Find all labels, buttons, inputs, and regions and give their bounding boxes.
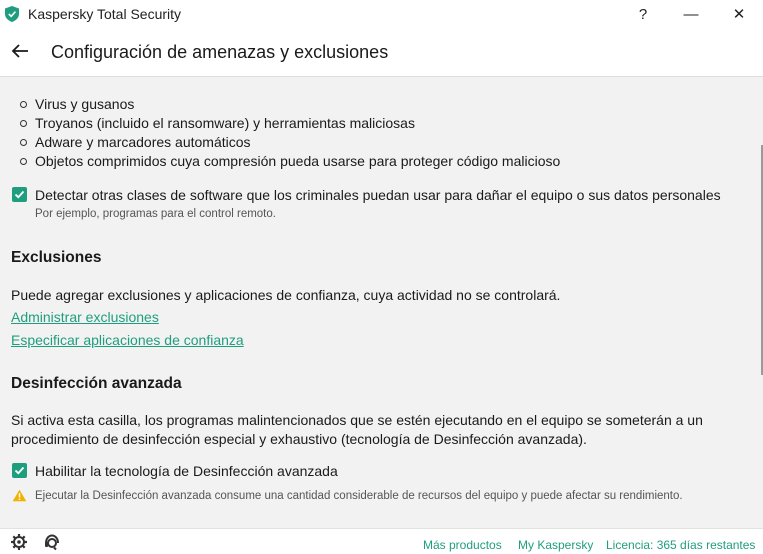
- manage-exclusions-link[interactable]: Administrar exclusiones: [11, 309, 159, 325]
- page-header: [0, 28, 763, 77]
- footer-bar: [0, 528, 763, 554]
- kaspersky-shield-icon: [5, 6, 19, 22]
- help-button[interactable]: ?: [638, 5, 648, 23]
- page-title: Configuración de amenazas y exclusiones: [51, 42, 389, 62]
- gear-icon[interactable]: [10, 533, 28, 551]
- license-link[interactable]: Licencia: 365 días restantes: [606, 538, 756, 552]
- advanced-disinfection-description-1: Si activa esta casilla, los programas malintencionados que se estén ejecutando en el equipo se someterán a un: [11, 412, 703, 428]
- window-title: Kaspersky Total Security: [28, 6, 182, 22]
- detect-other-hint: Por ejemplo, programas para el control remoto.: [35, 208, 276, 220]
- list-item-label: Virus y gusanos: [35, 96, 135, 112]
- list-item-label: Objetos comprimidos cuya compresión pueda usarse para proteger código malicioso: [35, 153, 561, 169]
- trusted-apps-link[interactable]: Especificar aplicaciones de confianza: [11, 332, 244, 348]
- bullet-icon: [20, 139, 27, 146]
- warning-triangle-icon: [12, 489, 27, 502]
- settings-content: [0, 78, 750, 528]
- more-products-link[interactable]: Más productos: [423, 538, 502, 552]
- warning-text: Ejecutar la Desinfección avanzada consume una cantidad considerable de recursos del equipo y puede afectar su rendimiento.: [35, 490, 683, 502]
- bullet-icon: [20, 158, 27, 165]
- advanced-disinfection-label[interactable]: Habilitar la tecnología de Desinfección avanzada: [35, 463, 338, 479]
- bullet-icon: [20, 101, 27, 108]
- detect-other-label[interactable]: Detectar otras clases de software que los criminales puedan usar para dañar el equipo o sus datos personales: [35, 187, 721, 203]
- exclusions-description: Puede agregar exclusiones y aplicaciones de confianza, cuya actividad no se controlará.: [11, 287, 561, 303]
- exclusions-heading: Exclusiones: [11, 249, 102, 266]
- advanced-disinfection-description-2: procedimiento de desinfección especial y exhaustivo (tecnología de Desinfección avanzada).: [11, 431, 587, 447]
- checkmark-icon: [14, 465, 25, 476]
- back-arrow-icon[interactable]: [10, 42, 30, 60]
- list-item-label: Adware y marcadores automáticos: [35, 134, 251, 150]
- close-button[interactable]: ✕: [732, 6, 746, 23]
- support-agent-icon[interactable]: [43, 533, 61, 551]
- advanced-disinfection-checkbox[interactable]: [12, 463, 27, 478]
- my-kaspersky-link[interactable]: My Kaspersky: [518, 538, 594, 552]
- advanced-disinfection-heading: Desinfección avanzada: [11, 375, 182, 392]
- title-bar: [0, 0, 763, 28]
- checkmark-icon: [14, 189, 25, 200]
- list-item-label: Troyanos (incluido el ransomware) y herramientas maliciosas: [35, 115, 415, 131]
- minimize-button[interactable]: —: [683, 5, 699, 23]
- bullet-icon: [20, 120, 27, 127]
- detect-other-checkbox[interactable]: [12, 187, 27, 202]
